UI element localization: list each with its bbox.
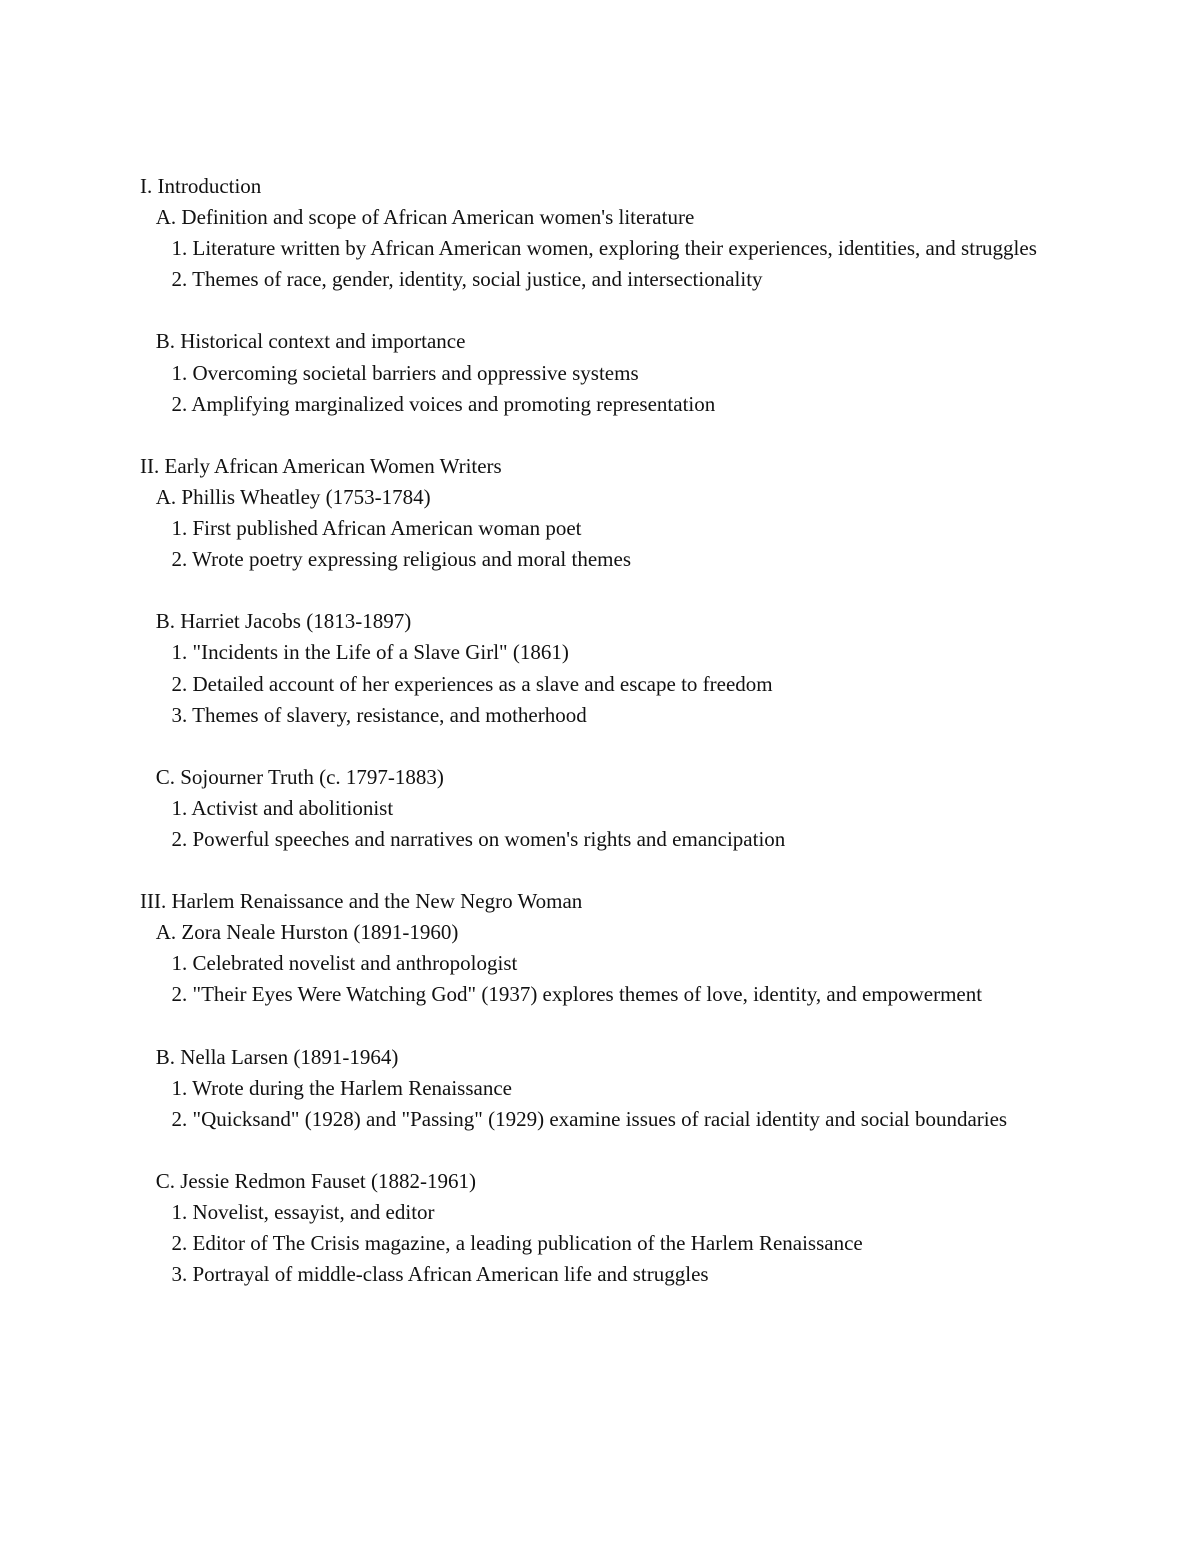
subheading-harriet-jacobs: B. Harriet Jacobs (1813-1897)	[140, 609, 412, 634]
list-item: 2. Editor of The Crisis magazine, a leading publication of the Harlem Renaissance	[140, 1231, 863, 1256]
list-item: 2. Wrote poetry expressing religious and moral themes	[140, 547, 631, 572]
blank-line	[140, 420, 1070, 451]
heading-introduction: I. Introduction	[140, 174, 262, 198]
blank-line	[140, 855, 1070, 886]
blank-line	[140, 575, 1070, 606]
subheading-nella-larsen: B. Nella Larsen (1891-1964)	[140, 1044, 399, 1069]
list-item: 1. Activist and abolitionist	[140, 795, 394, 820]
list-item: 2. "Their Eyes Were Watching God" (1937) explores themes of love, identity, and empowerment	[140, 982, 983, 1007]
list-item: 1. Novelist, essayist, and editor	[140, 1200, 435, 1225]
blank-line	[140, 1011, 1070, 1042]
blank-line	[140, 731, 1070, 762]
list-item: 1. "Incidents in the Life of a Slave Girl" (1861)	[140, 640, 569, 665]
list-item: 2. Powerful speeches and narratives on women's rights and emancipation	[140, 826, 786, 851]
outline-body	[140, 171, 1070, 1290]
list-item: 2. "Quicksand" (1928) and "Passing" (1929) examine issues of racial identity and social boundaries	[140, 1106, 1008, 1131]
heading-early-writers: II. Early African American Women Writers	[140, 453, 502, 478]
list-item: 2. Amplifying marginalized voices and promoting representation	[140, 391, 716, 416]
blank-line	[140, 1135, 1070, 1166]
list-item: 3. Themes of slavery, resistance, and motherhood	[140, 702, 587, 727]
subheading-definition-scope: A. Definition and scope of African American women's literature	[140, 205, 695, 230]
subheading-phillis-wheatley: A. Phillis Wheatley (1753-1784)	[140, 484, 431, 509]
heading-harlem-renaissance: III. Harlem Renaissance and the New Negro Woman	[140, 889, 583, 914]
list-item: 1. Celebrated novelist and anthropologist	[140, 951, 518, 976]
subheading-sojourner-truth: C. Sojourner Truth (c. 1797-1883)	[140, 764, 444, 789]
blank-line	[140, 295, 1070, 326]
list-item: 1. Overcoming societal barriers and oppressive systems	[140, 360, 639, 385]
list-item: 1. Literature written by African American women, exploring their experiences, identities, and struggles	[140, 236, 1037, 261]
list-item: 2. Themes of race, gender, identity, social justice, and intersectionality	[140, 267, 763, 292]
list-item: 2. Detailed account of her experiences as a slave and escape to freedom	[140, 671, 773, 696]
subheading-zora-neale-hurston: A. Zora Neale Hurston (1891-1960)	[140, 920, 459, 945]
subheading-historical-context: B. Historical context and importance	[140, 329, 466, 354]
list-item: 1. First published African American woman poet	[140, 516, 582, 541]
subheading-jessie-redmon-fauset: C. Jessie Redmon Fauset (1882-1961)	[140, 1169, 476, 1193]
list-item: 3. Portrayal of middle-class African American life and struggles	[140, 1262, 709, 1287]
list-item: 1. Wrote during the Harlem Renaissance	[140, 1075, 512, 1100]
